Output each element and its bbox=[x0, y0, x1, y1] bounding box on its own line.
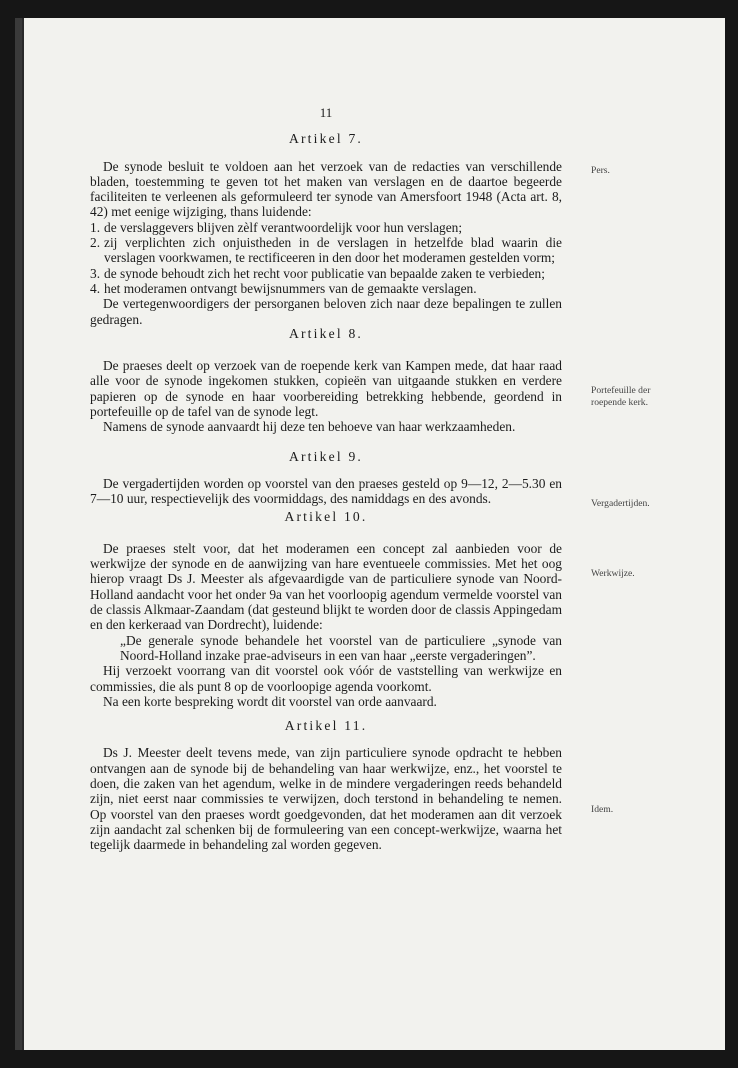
document-body bbox=[90, 105, 562, 852]
list-item-number: 3. bbox=[90, 265, 101, 281]
artikel-10-heading: Artikel 10. bbox=[284, 508, 368, 524]
artikel-7-intro: De synode besluit te voldoen aan het verzoek van de redacties van verschillende bladen, toestemming te geven tot het maken van verslagen en de daartoe begeerde faciliteiten te verleenen als geformuleerd ter synode van Amersfoort 1948 (Acta art. 8, 42) met eenige wijziging, thans luidende: bbox=[90, 158, 562, 220]
artikel-11-paragraph-1: Ds J. Meester deelt tevens mede, van zijn particuliere synode opdracht te hebben ontvangen aan de synode bij de behandeling van haar werkwijze, enz., het voorstel te doen, die zaken van het agendum, welke in de mindere vergaderingen reeds behandeld zijn, niet eerst naar commissies te verwijzen, doch terstond in behandeling te nemen. Op voorstel van den praeses wordt goedgevonden, dat het moderamen aan dit verzoek zijn aandacht zal schenken bij de formuleering van een concept-werkwijze, waarna het tegelijk daarmede in behandeling zal worden gegeven. bbox=[90, 745, 562, 853]
spacer bbox=[90, 349, 562, 358]
list-item-number: 2. bbox=[90, 235, 101, 251]
margin-note-portefeuille-line2: roepende kerk. bbox=[591, 397, 649, 408]
artikel-8-paragraph-2: Namens de synode aanvaardt hij deze ten behoeve van haar werkzaamheden. bbox=[103, 419, 516, 435]
artikel-10-quote: „De generale synode behandele het voorstel van de particuliere „synode van Noord-Holland inzake prae-adviseurs in een van haar „eerste vergaderingen”. bbox=[120, 632, 562, 663]
margin-note-werkwijze: Werkwijze. bbox=[591, 568, 635, 579]
artikel-9-heading: Artikel 9. bbox=[288, 448, 364, 464]
list-item-number: 1. bbox=[90, 219, 101, 235]
list-item-text: het moderamen ontvangt bewijsnummers van de gemaakte verslagen. bbox=[104, 280, 477, 296]
list-item bbox=[90, 281, 562, 296]
list-item-text: de synode behoudt zich het recht voor publicatie van bepaalde zaken te verbieden; bbox=[104, 265, 545, 281]
list-item bbox=[90, 266, 562, 281]
spacer bbox=[90, 532, 562, 541]
artikel-7-list bbox=[90, 220, 562, 296]
spacer bbox=[90, 709, 562, 718]
artikel-10-paragraph-1: De praeses stelt voor, dat het moderamen een concept zal aanbieden voor de werkwijze der synode en de aanwijzing van hare eventueele commissies. Met het oog hierop vraagt Ds J. Meester als afgevaardigde van de particuliere synode van Noord-Holland aandacht voor het onder 9a van het voorloopig agendum vermelde voorstel van de classis Alkmaar-Zaandam (dat gesteund blijkt te worden door de classis Appingedam en den kerkeraad van Dordrecht), luidende: bbox=[90, 540, 562, 633]
document-page bbox=[22, 18, 725, 1050]
artikel-9-paragraph-1: De vergadertijden worden op voorstel van den praeses gesteld op 9—12, 2—5.30 en 7—10 uur, respectievelijk des voormiddags, des namiddags en des avonds. bbox=[90, 475, 562, 507]
margin-note-portefeuille-line1: Portefeuille der bbox=[591, 385, 651, 396]
spacer bbox=[90, 435, 562, 449]
margin-note-vergadertijden: Vergadertijden. bbox=[591, 498, 650, 509]
margin-note-pers: Pers. bbox=[591, 165, 610, 176]
artikel-8-paragraph-1: De praeses deelt op verzoek van de roepende kerk van Kampen mede, dat haar raad alle voor de synode ingekomen stukken, copieën van uitgaande stukken en verdere papieren op de synode en haar voorbereiding betrekking hebbende, geordend in portefeuille op de tafel van de synode legt. bbox=[90, 358, 562, 420]
artikel-7-heading: Artikel 7. bbox=[288, 131, 364, 147]
artikel-8-heading: Artikel 8. bbox=[288, 325, 364, 341]
list-item bbox=[90, 235, 562, 266]
list-item-number: 4. bbox=[90, 280, 101, 296]
list-item bbox=[90, 220, 562, 235]
artikel-10-paragraph-2: Hij verzoekt voorrang van dit voorstel ook vóór de vaststelling van werkwijze en commissies, die als punt 8 op de voorloopige agenda voorkomt. bbox=[90, 663, 562, 694]
page-number: 11 bbox=[319, 105, 333, 120]
margin-note-idem: Idem. bbox=[591, 804, 614, 815]
margin-note-portefeuille bbox=[591, 385, 691, 409]
artikel-10-paragraph-3: Na een korte bespreking wordt dit voorstel van orde aanvaard. bbox=[103, 693, 437, 709]
artikel-7-closing: De vertegenwoordigers der persorganen beloven zich naar deze bepalingen te zullen gedragen. bbox=[90, 296, 562, 327]
artikel-11-heading: Artikel 11. bbox=[284, 718, 368, 734]
list-item-text: zij verplichten zich onjuistheden in de verslagen in hetzelfde blad waarin die verslagen voorkwamen, te rectificeeren in den door het moderamen gestelden vorm; bbox=[104, 235, 562, 266]
list-item-text: de verslaggevers blijven zèlf verantwoordelijk voor hun verslagen; bbox=[104, 219, 463, 235]
